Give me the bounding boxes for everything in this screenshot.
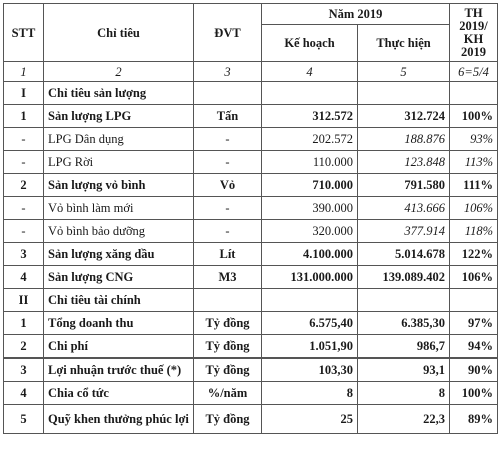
cell-plan: 8 bbox=[262, 382, 358, 405]
cell-name: Vỏ bình bảo dưỡng bbox=[44, 220, 194, 243]
cell-stt: - bbox=[4, 220, 44, 243]
table-row bbox=[4, 174, 498, 197]
cell-plan: 4.100.000 bbox=[262, 243, 358, 266]
cell-plan: 131.000.000 bbox=[262, 266, 358, 289]
table-row bbox=[4, 405, 498, 434]
cell-unit: Tỷ đồng bbox=[194, 312, 262, 335]
cell-stt: 4 bbox=[4, 266, 44, 289]
cell-stt: 2 bbox=[4, 335, 44, 359]
cell-name: Chia cổ tức bbox=[44, 382, 194, 405]
index-cell: 2 bbox=[44, 62, 194, 82]
cell-plan: 25 bbox=[262, 405, 358, 434]
cell-actual: 22,3 bbox=[358, 405, 450, 434]
cell-unit: - bbox=[194, 151, 262, 174]
table-row bbox=[4, 289, 498, 312]
cell-stt: 1 bbox=[4, 312, 44, 335]
cell-plan: 110.000 bbox=[262, 151, 358, 174]
column-index-row bbox=[4, 62, 498, 82]
cell-actual: 188.876 bbox=[358, 128, 450, 151]
index-cell: 1 bbox=[4, 62, 44, 82]
table-row bbox=[4, 312, 498, 335]
cell-name: Vỏ bình làm mới bbox=[44, 197, 194, 220]
cell-name: Chỉ tiêu tài chính bbox=[44, 289, 194, 312]
cell-actual: 413.666 bbox=[358, 197, 450, 220]
cell-name: Quỹ khen thưởng phúc lợi bbox=[44, 405, 194, 434]
cell-ratio: 118% bbox=[450, 220, 498, 243]
table-row bbox=[4, 358, 498, 382]
header-thuc-hien: Thực hiện bbox=[358, 25, 450, 62]
cell-ratio: 122% bbox=[450, 243, 498, 266]
cell-actual: 6.385,30 bbox=[358, 312, 450, 335]
cell-ratio: 90% bbox=[450, 358, 498, 382]
cell-plan: 6.575,40 bbox=[262, 312, 358, 335]
cell-stt: II bbox=[4, 289, 44, 312]
header-chi-tieu: Chỉ tiêu bbox=[44, 4, 194, 62]
cell-stt: - bbox=[4, 197, 44, 220]
cell-ratio bbox=[450, 289, 498, 312]
cell-ratio: 111% bbox=[450, 174, 498, 197]
cell-stt: 1 bbox=[4, 105, 44, 128]
table-row bbox=[4, 82, 498, 105]
cell-stt: - bbox=[4, 128, 44, 151]
results-table-sheet bbox=[3, 3, 497, 434]
cell-actual: 377.914 bbox=[358, 220, 450, 243]
table-row bbox=[4, 220, 498, 243]
cell-ratio: 106% bbox=[450, 197, 498, 220]
cell-actual: 139.089.402 bbox=[358, 266, 450, 289]
cell-unit bbox=[194, 289, 262, 312]
cell-actual: 312.724 bbox=[358, 105, 450, 128]
cell-ratio: 100% bbox=[450, 105, 498, 128]
cell-unit: Vỏ bbox=[194, 174, 262, 197]
table-body bbox=[4, 62, 498, 434]
table-row bbox=[4, 128, 498, 151]
cell-unit: - bbox=[194, 220, 262, 243]
cell-ratio: 106% bbox=[450, 266, 498, 289]
cell-unit: Tấn bbox=[194, 105, 262, 128]
table-row bbox=[4, 151, 498, 174]
header-ke-hoach: Kế hoạch bbox=[262, 25, 358, 62]
cell-stt: I bbox=[4, 82, 44, 105]
cell-name: Tổng doanh thu bbox=[44, 312, 194, 335]
index-cell: 5 bbox=[358, 62, 450, 82]
cell-plan: 202.572 bbox=[262, 128, 358, 151]
cell-actual: 986,7 bbox=[358, 335, 450, 359]
cell-actual bbox=[358, 289, 450, 312]
header-th-kh: TH 2019/ KH 2019 bbox=[450, 4, 498, 62]
table-row bbox=[4, 266, 498, 289]
cell-unit: - bbox=[194, 128, 262, 151]
cell-actual: 93,1 bbox=[358, 358, 450, 382]
cell-unit: Tỷ đồng bbox=[194, 405, 262, 434]
cell-plan: 312.572 bbox=[262, 105, 358, 128]
table-row bbox=[4, 243, 498, 266]
cell-name: Chỉ tiêu sản lượng bbox=[44, 82, 194, 105]
cell-name: Chi phí bbox=[44, 335, 194, 359]
cell-name: LPG Rời bbox=[44, 151, 194, 174]
cell-stt: 2 bbox=[4, 174, 44, 197]
cell-name: Sản lượng vỏ bình bbox=[44, 174, 194, 197]
cell-unit: M3 bbox=[194, 266, 262, 289]
index-cell: 6=5/4 bbox=[450, 62, 498, 82]
cell-stt: 5 bbox=[4, 405, 44, 434]
cell-ratio: 97% bbox=[450, 312, 498, 335]
cell-ratio: 100% bbox=[450, 382, 498, 405]
cell-name: Sản lượng CNG bbox=[44, 266, 194, 289]
table-row bbox=[4, 335, 498, 359]
table-row bbox=[4, 382, 498, 405]
table-row bbox=[4, 197, 498, 220]
cell-plan bbox=[262, 82, 358, 105]
header-dvt: ĐVT bbox=[194, 4, 262, 62]
cell-stt: 4 bbox=[4, 382, 44, 405]
cell-unit: Tỷ đồng bbox=[194, 335, 262, 359]
cell-plan: 1.051,90 bbox=[262, 335, 358, 359]
plan-vs-actual-table bbox=[3, 3, 498, 434]
cell-name: Sản lượng xăng dầu bbox=[44, 243, 194, 266]
cell-unit bbox=[194, 82, 262, 105]
cell-ratio: 113% bbox=[450, 151, 498, 174]
cell-actual: 123.848 bbox=[358, 151, 450, 174]
cell-plan: 710.000 bbox=[262, 174, 358, 197]
cell-actual bbox=[358, 82, 450, 105]
cell-actual: 8 bbox=[358, 382, 450, 405]
cell-unit: - bbox=[194, 197, 262, 220]
cell-ratio bbox=[450, 82, 498, 105]
cell-plan bbox=[262, 289, 358, 312]
cell-plan: 320.000 bbox=[262, 220, 358, 243]
index-cell: 3 bbox=[194, 62, 262, 82]
cell-name: Lợi nhuận trước thuế (*) bbox=[44, 358, 194, 382]
cell-ratio: 94% bbox=[450, 335, 498, 359]
table-row bbox=[4, 105, 498, 128]
header-stt: STT bbox=[4, 4, 44, 62]
cell-plan: 390.000 bbox=[262, 197, 358, 220]
cell-name: LPG Dân dụng bbox=[44, 128, 194, 151]
cell-ratio: 93% bbox=[450, 128, 498, 151]
cell-unit: Lít bbox=[194, 243, 262, 266]
index-cell: 4 bbox=[262, 62, 358, 82]
cell-plan: 103,30 bbox=[262, 358, 358, 382]
cell-actual: 5.014.678 bbox=[358, 243, 450, 266]
header-year: Năm 2019 bbox=[262, 4, 450, 25]
cell-name: Sản lượng LPG bbox=[44, 105, 194, 128]
cell-unit: Tỷ đồng bbox=[194, 358, 262, 382]
cell-actual: 791.580 bbox=[358, 174, 450, 197]
cell-ratio: 89% bbox=[450, 405, 498, 434]
cell-unit: %/năm bbox=[194, 382, 262, 405]
cell-stt: 3 bbox=[4, 358, 44, 382]
cell-stt: - bbox=[4, 151, 44, 174]
cell-stt: 3 bbox=[4, 243, 44, 266]
